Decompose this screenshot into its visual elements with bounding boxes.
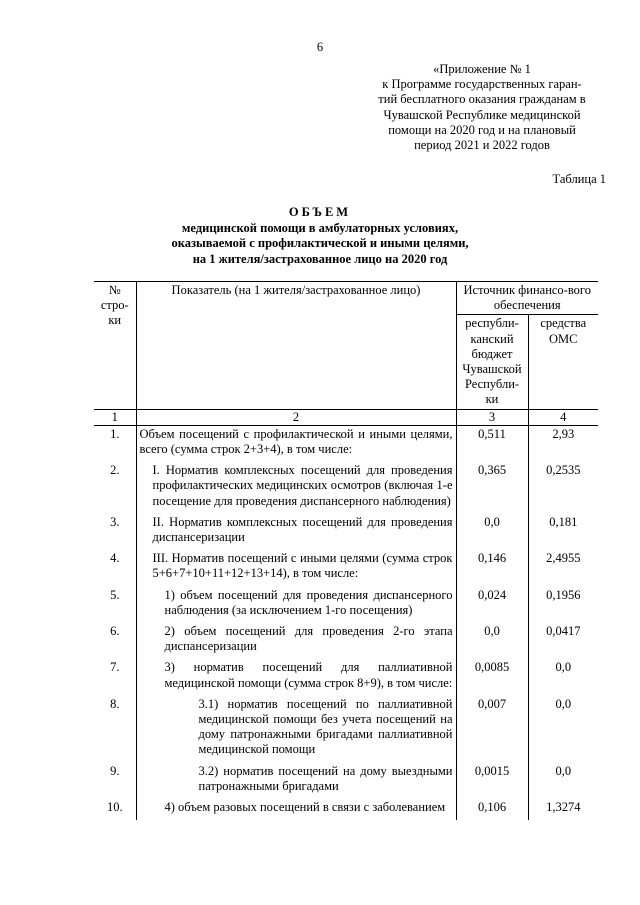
row-oms-value: 0,181 [528,514,598,550]
header-indicator: Показатель (на 1 жителя/застрахованное лицо) [136,282,456,410]
row-number: 8. [94,696,136,763]
row-republic-value: 0,007 [456,696,528,763]
row-republic-value: 0,146 [456,550,528,586]
row-republic-value: 0,0015 [456,763,528,799]
column-number-row [94,409,598,425]
column-number: 1 [94,409,136,425]
row-number: 4. [94,550,136,586]
column-number: 4 [528,409,598,425]
row-oms-value: 2,93 [528,425,598,462]
header-republic-budget: республи-канский бюджет Чувашской Республи-ки [456,315,528,409]
row-indicator: 4) объем разовых посещений в связи с заболеванием [136,799,456,820]
row-indicator: 3.1) норматив посещений по паллиативной медицинской помощи без учета посещений на дому патронажными бригадами паллиативной медицинской помощи [136,696,456,763]
row-oms-value: 0,0417 [528,623,598,659]
table-label: Таблица 1 [552,172,606,186]
table-body [94,425,598,820]
table-row [94,763,598,799]
row-number: 2. [94,462,136,514]
row-indicator: I. Норматив комплексных посещений для проведения профилактических медицинских осмотров (включая 1-е посещение для проведения диспансерного наблюдения) [136,462,456,514]
row-republic-value: 0,0 [456,514,528,550]
row-number: 5. [94,587,136,623]
row-indicator: 1) объем посещений для проведения диспансерного наблюдения (за исключением 1-го посещения) [136,587,456,623]
heading-title: ОБЪЕМ [288,205,352,219]
table-row [94,587,598,623]
header-oms: средства ОМС [528,315,598,409]
row-republic-value: 0,106 [456,799,528,820]
heading-line: на 1 жителя/застрахованное лицо на 2020 год [192,251,448,266]
row-oms-value: 1,3274 [528,799,598,820]
row-republic-value: 0,365 [456,462,528,514]
table-row [94,696,598,763]
row-republic-value: 0,0 [456,623,528,659]
row-indicator: 3) норматив посещений для паллиативной медицинской помощи (сумма строк 8+9), в том числе: [136,659,456,695]
row-number: 10. [94,799,136,820]
row-republic-value: 0,024 [456,587,528,623]
heading-line: оказываемой с профилактической и иными целями, [171,236,469,251]
row-number: 6. [94,623,136,659]
header-source: Источник финансо-вого обеспечения [456,282,598,315]
appendix-line: к Программе государственных гаран- [382,77,582,92]
table-row [94,514,598,550]
row-republic-value: 0,511 [456,425,528,462]
appendix-note [360,62,604,153]
appendix-line: период 2021 и 2022 годов [414,138,550,153]
table-row [94,623,598,659]
table-row [94,550,598,586]
row-number: 3. [94,514,136,550]
table-row [94,799,598,820]
document-heading [0,205,640,267]
table-header [94,282,598,410]
row-indicator: III. Норматив посещений с иными целями (сумма строк 5+6+7+10+11+12+13+14), в том числе: [136,550,456,586]
row-number: 1. [94,425,136,462]
column-number: 2 [136,409,456,425]
header-row-no: № стро-ки [94,282,136,410]
row-indicator: 3.2) норматив посещений на дому выездными патронажными бригадами [136,763,456,799]
row-oms-value: 0,2535 [528,462,598,514]
row-oms-value: 0,0 [528,763,598,799]
appendix-line: тий бесплатного оказания гражданам в [378,92,586,107]
table-row [94,462,598,514]
row-oms-value: 0,0 [528,659,598,695]
column-number: 3 [456,409,528,425]
row-number: 9. [94,763,136,799]
heading-line: медицинской помощи в амбулаторных условиях, [181,221,459,236]
row-number: 7. [94,659,136,695]
row-republic-value: 0,0085 [456,659,528,695]
row-indicator: II. Норматив комплексных посещений для проведения диспансеризации [136,514,456,550]
appendix-line: Чувашской Республике медицинской [383,107,581,122]
row-indicator: Объем посещений с профилактической и иными целями, всего (сумма строк 2+3+4), в том числе: [136,425,456,462]
table-row [94,425,598,462]
row-oms-value: 0,0 [528,696,598,763]
page-number: 6 [316,40,324,54]
table-row [94,659,598,695]
row-oms-value: 0,1956 [528,587,598,623]
row-indicator: 2) объем посещений для проведения 2-го этапа диспансеризации [136,623,456,659]
appendix-line: помощи на 2020 год и на плановый [388,122,576,137]
volume-table [94,281,598,820]
appendix-line: «Приложение № 1 [433,62,531,76]
row-oms-value: 2,4955 [528,550,598,586]
